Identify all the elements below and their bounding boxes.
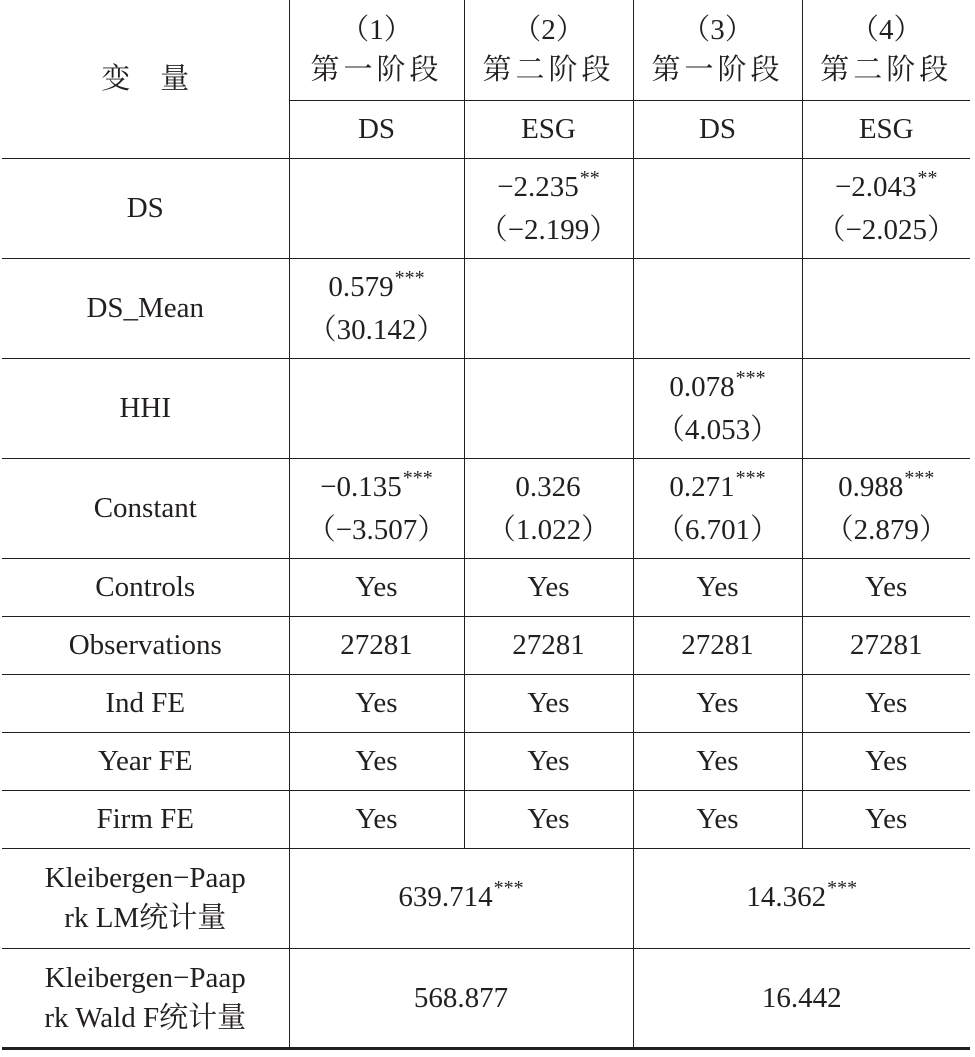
- column-number: （1）: [340, 13, 413, 46]
- value-cell: Yes: [633, 732, 802, 790]
- row-label: Constant: [2, 458, 289, 558]
- significance-stars: ***: [493, 876, 524, 899]
- value-cell: Yes: [289, 558, 464, 616]
- table-row-ind-fe: [2, 674, 970, 732]
- t-statistic: （−2.025）: [816, 213, 957, 246]
- table-row-year-fe: [2, 732, 970, 790]
- dependent-variable-4: ESG: [802, 100, 970, 158]
- row-label: Controls: [2, 558, 289, 616]
- column-number: （4）: [849, 13, 923, 46]
- row-label: HHI: [2, 358, 289, 458]
- coefficient: 0.326: [515, 470, 581, 503]
- row-label: Firm FE: [2, 790, 289, 848]
- table-row-constant: [2, 458, 970, 558]
- row-label-line: Kleibergen−Paap: [44, 862, 246, 894]
- significance-stars: ***: [735, 366, 766, 389]
- empty-cell: [464, 258, 633, 358]
- value-cell: Yes: [802, 674, 970, 732]
- header-row: [2, 0, 970, 100]
- column-header-4: [802, 0, 970, 100]
- empty-cell: [802, 358, 970, 458]
- coefficient: 0.078: [669, 370, 735, 403]
- statistic-cell: [633, 948, 970, 1048]
- value-cell: 27281: [289, 616, 464, 674]
- row-label-line: rk LM统计量: [64, 902, 227, 934]
- significance-stars: **: [579, 166, 600, 189]
- t-statistic: （4.053）: [655, 413, 780, 446]
- t-statistic: （30.142）: [307, 313, 446, 346]
- statistic-value: 16.442: [761, 981, 842, 1014]
- coefficient: −2.043: [834, 170, 917, 203]
- t-statistic: （2.879）: [824, 513, 948, 546]
- variable-header-label: 变量: [101, 62, 220, 95]
- coefficient: −2.235: [497, 170, 579, 203]
- value-cell: Yes: [633, 674, 802, 732]
- row-label-line: rk Wald F统计量: [44, 1001, 247, 1034]
- statistic-value: 639.714: [398, 880, 493, 913]
- row-label: Year FE: [2, 732, 289, 790]
- significance-stars: ***: [904, 466, 935, 489]
- value-cell: Yes: [633, 558, 802, 616]
- empty-cell: [289, 358, 464, 458]
- row-label: Observations: [2, 616, 289, 674]
- statistic-cell: [633, 848, 970, 948]
- coefficient-cell: [289, 258, 464, 358]
- column-stage: 第一阶段: [651, 53, 784, 86]
- table-row-controls: [2, 558, 970, 616]
- statistic-value: 568.877: [413, 981, 509, 1014]
- value-cell: Yes: [633, 790, 802, 848]
- coefficient-cell: [802, 158, 970, 258]
- value-cell: 27281: [802, 616, 970, 674]
- significance-stars: **: [917, 166, 938, 189]
- row-label: [2, 948, 289, 1048]
- table-row-hhi: [2, 358, 970, 458]
- coefficient: 0.271: [669, 470, 735, 503]
- t-statistic: （1.022）: [486, 513, 611, 546]
- table-row-ds: [2, 158, 970, 258]
- empty-cell: [802, 258, 970, 358]
- t-statistic: （−3.507）: [306, 513, 447, 546]
- row-label-line: Kleibergen−Paap: [44, 961, 246, 994]
- significance-stars: ***: [735, 466, 766, 489]
- column-header-2: [464, 0, 633, 100]
- dependent-variable-1: DS: [289, 100, 464, 158]
- statistic-value: 14.362: [746, 880, 827, 913]
- row-label: Ind FE: [2, 674, 289, 732]
- dependent-variable-3: DS: [633, 100, 802, 158]
- coefficient-cell: [633, 358, 802, 458]
- row-label: DS: [2, 158, 289, 258]
- coefficient: 0.988: [838, 470, 904, 503]
- table-row-kp-wald: [2, 948, 970, 1048]
- t-statistic: （6.701）: [655, 513, 780, 546]
- value-cell: Yes: [289, 674, 464, 732]
- coefficient-cell: [464, 458, 633, 558]
- coefficient-cell: [289, 458, 464, 558]
- column-number: （2）: [512, 13, 585, 46]
- coefficient: −0.135: [320, 470, 402, 503]
- column-header-1: [289, 0, 464, 100]
- coefficient-cell: [802, 458, 970, 558]
- column-number: （3）: [681, 13, 754, 46]
- coefficient-cell: [464, 158, 633, 258]
- table-row-observations: [2, 616, 970, 674]
- value-cell: Yes: [802, 558, 970, 616]
- table-row-ds-mean: [2, 258, 970, 358]
- value-cell: Yes: [289, 732, 464, 790]
- column-stage: 第二阶段: [482, 53, 615, 86]
- value-cell: Yes: [464, 732, 633, 790]
- column-stage: 第一阶段: [310, 53, 443, 86]
- value-cell: Yes: [289, 790, 464, 848]
- column-stage: 第二阶段: [820, 53, 953, 86]
- regression-table: [2, 0, 970, 1050]
- row-label: DS_Mean: [2, 258, 289, 358]
- t-statistic: （−2.199）: [478, 213, 619, 246]
- value-cell: Yes: [464, 558, 633, 616]
- empty-cell: [633, 158, 802, 258]
- value-cell: 27281: [464, 616, 633, 674]
- statistic-cell: [289, 848, 633, 948]
- coefficient: 0.579: [328, 270, 394, 303]
- statistic-cell: [289, 948, 633, 1048]
- empty-cell: [464, 358, 633, 458]
- empty-cell: [633, 258, 802, 358]
- table-row-kp-lm: [2, 848, 970, 948]
- variable-header: [2, 0, 289, 158]
- table-row-firm-fe: [2, 790, 970, 848]
- dependent-variable-2: ESG: [464, 100, 633, 158]
- value-cell: Yes: [802, 790, 970, 848]
- significance-stars: ***: [394, 266, 425, 289]
- significance-stars: ***: [402, 466, 433, 489]
- value-cell: Yes: [464, 790, 633, 848]
- coefficient-cell: [633, 458, 802, 558]
- significance-stars: ***: [827, 876, 858, 899]
- value-cell: Yes: [464, 674, 633, 732]
- value-cell: Yes: [802, 732, 970, 790]
- row-label: [2, 848, 289, 948]
- empty-cell: [289, 158, 464, 258]
- column-header-3: [633, 0, 802, 100]
- value-cell: 27281: [633, 616, 802, 674]
